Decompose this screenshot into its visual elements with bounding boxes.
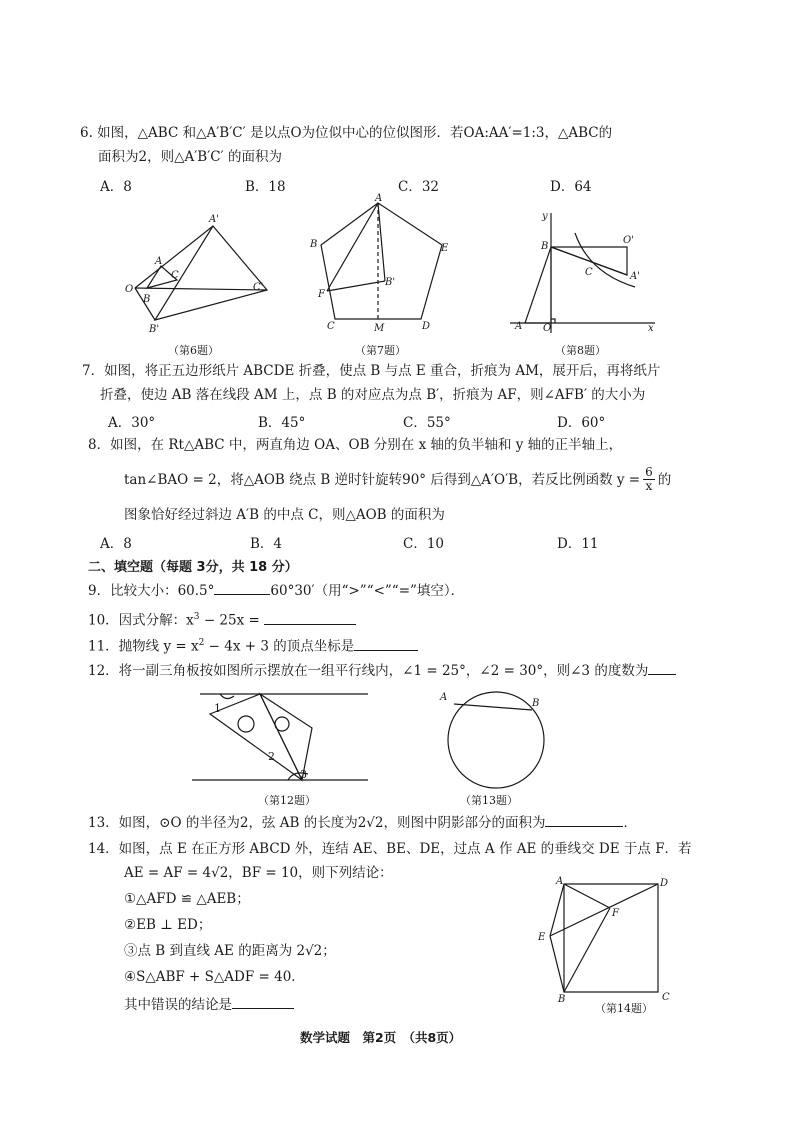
label-c: C — [327, 321, 335, 332]
q10-exponent: 3 — [193, 612, 200, 622]
label-angle-3: 3 — [300, 768, 307, 781]
q12-caption: （第12题） — [258, 794, 316, 807]
q6-caption: （第6题） — [168, 344, 219, 357]
q6-option-b: B．18 — [245, 179, 286, 195]
q12-text: 12．将一副三角板按如图所示摆放在一组平行线内，∠1 = 25°，∠2 = 30°，则∠3 的度数为 — [88, 663, 649, 679]
q14-stem-line2: AE = AF = 4√2，BF = 10，则下列结论： — [124, 865, 393, 881]
label-a: A — [515, 321, 523, 332]
pentagon-abcde — [321, 203, 442, 319]
q14-caption: （第14题） — [595, 1002, 653, 1015]
label-e: E — [538, 932, 546, 943]
label-b1: B' — [385, 277, 396, 288]
q14-ask — [124, 994, 294, 1016]
q7-stem-line1: 7．如图，将正五边形纸片 ABCDE 折叠，使点 B 与点 E 重合，折痕为 AM，展开后，再将纸片 — [82, 363, 661, 379]
q14-item-3: ③点 B 到直线 AE 的距离为 2√2； — [124, 943, 336, 959]
q11 — [88, 632, 418, 658]
figure-14 — [530, 876, 680, 1004]
label-angle-1: 1 — [214, 702, 221, 715]
q9-text: 9．比较大小：60.5° — [88, 583, 215, 599]
label-b: B — [532, 698, 540, 709]
label-a1: A' — [630, 271, 640, 282]
label-f: F — [612, 908, 619, 919]
q14-item-2: ②EB ⊥ ED； — [124, 917, 212, 933]
label-a: A — [440, 692, 448, 703]
label-c: C — [585, 267, 593, 278]
q8-fraction — [643, 466, 655, 493]
q8-option-c: C．10 — [403, 536, 445, 552]
q13-end: ． — [623, 815, 637, 831]
q8-stem-line3: 图象恰好经过斜边 A′B 的中点 C，则△AOB 的面积为 — [124, 507, 445, 523]
q8-option-b: B．4 — [250, 536, 283, 552]
q8-stem-line2-end: 的 — [657, 471, 672, 488]
q7-option-b: B．45° — [258, 415, 306, 431]
q7-option-d: D．60° — [557, 415, 606, 431]
q14-stem-line1: 14．如图，点 E 在正方形 ABCD 外，连结 AE、BE、DE，过点 A 作 AE 的垂线交 DE 于点 F．若 — [88, 841, 692, 857]
label-o1: O' — [623, 235, 634, 246]
figure-6 — [125, 210, 275, 340]
q14-item-4: ④S△ABF + S△ADF = 40． — [124, 969, 305, 985]
figure-12 — [190, 688, 375, 788]
q10-text-end: − 25x = — [199, 612, 260, 629]
q14-item-1: ①△AFD ≌ △AEB； — [124, 891, 250, 907]
section-2-heading: 二、填空题（每题 3分，共 18 分） — [88, 560, 298, 575]
label-e: E — [441, 243, 449, 254]
label-a: A — [375, 193, 383, 204]
q8-stem-line2 — [124, 466, 671, 493]
label-o: O — [543, 323, 552, 334]
q10-answer-blank[interactable] — [264, 624, 356, 625]
q6-option-d: D．64 — [550, 179, 592, 195]
triangle-aob — [525, 247, 551, 323]
q8-fraction-numerator: 6 — [645, 465, 653, 479]
label-y: y — [542, 211, 548, 222]
figure-8 — [505, 205, 660, 335]
q7-caption: （第7题） — [355, 344, 406, 357]
label-b: B — [143, 294, 151, 305]
label-c1: C' — [253, 282, 264, 293]
label-b: B — [310, 239, 318, 250]
q7-stem-line2: 折叠，使边 AB 落在线段 AM 上，点 B 的对应点为点 B′，折痕为 AF，则∠AFB′ 的大小为 — [100, 387, 646, 403]
chord-ab — [454, 704, 532, 710]
label-angle-2: 2 — [268, 750, 275, 763]
label-a1: A' — [209, 214, 219, 225]
q14-answer-blank[interactable] — [232, 1008, 294, 1009]
q10-text: 10．因式分解：x — [88, 612, 194, 629]
q9 — [88, 580, 464, 602]
q13-text: 13．如图，⊙O 的半径为2，弦 AB 的长度为2√2，则图中阴影部分的面积为 — [88, 815, 546, 831]
q9-answer-blank[interactable] — [214, 594, 270, 595]
q11-text-end: − 4x + 3 的顶点坐标是 — [204, 638, 355, 655]
label-a: A — [155, 256, 163, 267]
q6-stem-line1: 6. 如图，△ABC 和△A′B′C′ 是以点O为位似中心的位似图形．若OA:AA′=1:3，△ABC的 — [80, 125, 613, 141]
label-b: B — [558, 994, 566, 1005]
page-footer: 数学试题 第2页 （共8页） — [300, 1030, 462, 1045]
label-o: O — [125, 284, 134, 295]
q12 — [88, 660, 676, 682]
label-x: x — [648, 323, 654, 334]
label-d: D — [660, 878, 669, 889]
q11-text: 11．抛物线 y = x — [88, 638, 199, 655]
q8-option-a: A．8 — [100, 536, 132, 552]
label-c: C — [662, 992, 670, 1003]
q8-fraction-denominator: x — [645, 479, 653, 493]
q8-caption: （第8题） — [555, 344, 606, 357]
q13-answer-blank[interactable] — [545, 826, 623, 827]
q6-option-a: A．8 — [100, 179, 132, 195]
q14-ask-text: 其中错误的结论是 — [124, 997, 232, 1013]
q6-option-c: C．32 — [398, 179, 440, 195]
q9-text-end: 60°30′（用“>”“<”“=”填空）． — [270, 583, 465, 599]
figure-7 — [305, 195, 455, 335]
q10 — [88, 606, 356, 632]
q11-exponent: 2 — [198, 638, 205, 648]
q8-option-d: D．11 — [557, 536, 599, 552]
q13 — [88, 812, 637, 834]
q7-option-c: C．55° — [403, 415, 451, 431]
label-f: F — [318, 289, 325, 300]
label-d: D — [422, 321, 431, 332]
figure-13 — [432, 690, 562, 792]
q6-stem-line2: 面积为2，则△A′B′C′ 的面积为 — [98, 149, 282, 165]
q7-option-a: A．30° — [108, 415, 156, 431]
square-abcd — [564, 884, 658, 992]
triangle-ruler-1 — [210, 694, 302, 780]
q12-answer-blank[interactable] — [648, 674, 676, 675]
circle-o — [448, 692, 544, 788]
label-c: C — [171, 270, 179, 281]
q8-stem-line2-text: tan∠BAO = 2，将△AOB 绕点 B 逆时针旋转90° 后得到△A′O′B，若反比例函数 y = — [124, 471, 641, 488]
label-a: A — [556, 876, 564, 887]
q8-stem-line1: 8．如图，在 Rt△ABC 中，两直角边 OA、OB 分别在 x 轴的负半轴和 y 轴的正半轴上， — [88, 437, 623, 453]
q13-caption: （第13题） — [460, 794, 518, 807]
label-b: B — [541, 241, 549, 252]
label-b1: B' — [149, 324, 160, 335]
q11-answer-blank[interactable] — [354, 650, 418, 651]
label-m: M — [374, 323, 385, 334]
